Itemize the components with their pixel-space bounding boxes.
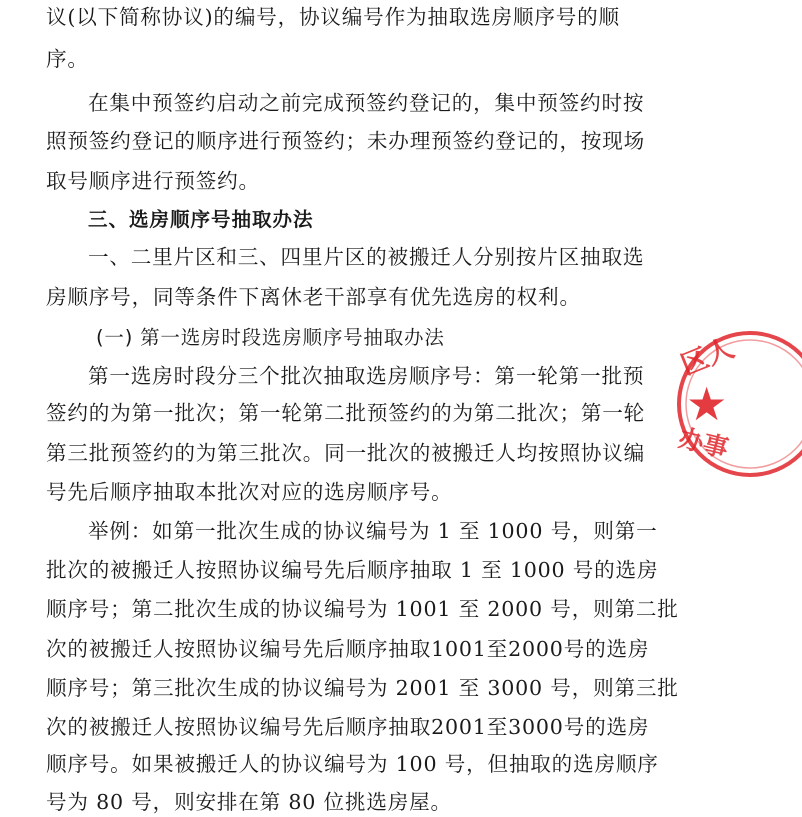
section-heading: 三、选房顺序号抽取办法 [88,208,314,231]
paragraph-start-line: 在集中预签约启动之前完成预签约登记的，集中预签约时按 [88,91,645,115]
text-line-20: 顺序号。如果被搬迁人的协议编号为 100 号，但抽取的选房顺序 [46,752,659,776]
text-line-15: 批次的被搬迁人按照协议编号先后顺序抽取 1 至 1000 号的选房 [46,558,659,582]
text-line-8: 房顺序号，同等条件下离休老干部享有优先选房的权利。 [46,285,581,309]
official-seal-stamp [672,322,802,487]
paragraph-start-line: 一、二里片区和三、四里片区的被搬迁人分别按片区抽取选 [88,245,645,269]
text-line-16: 顺序号；第二批次生成的协议编号为 1001 至 2000 号，则第二批 [46,597,679,621]
text-line-21: 号为 80 号，则安排在第 80 位挑选房屋。 [46,790,452,814]
paragraph-start-line: 举例：如第一批次生成的协议编号为 1 至 1000 号，则第一 [88,519,658,543]
text-line-11: 签约的为第一批次；第一轮第二批预签约的为第二批次；第一轮 [46,401,646,425]
text-line-12: 第三批预签约的为第三批次。同一批次的被搬迁人均按照协议编 [46,441,646,465]
text-line-13: 号先后顺序抽取本批次对应的选房顺序号。 [46,480,453,504]
paragraph-start-line: 第一选房时段分三个批次抽取选房顺序号：第一轮第一批预 [88,364,645,388]
text-line-18: 顺序号；第三批次生成的协议编号为 2001 至 3000 号，则第三批 [46,676,679,700]
seal-star-icon: ★ [686,377,728,431]
seal-text-bottom: 办事 [675,423,732,464]
text-line-4: 照预签约登记的顺序进行预签约；未办理预签约登记的，按现场 [46,129,646,153]
seal-text-top: 区人 [676,332,739,382]
subsection-heading: (一) 第一选房时段选房顺序号抽取办法 [96,326,445,349]
text-line-2: 序。 [46,47,89,71]
text-line-17: 次的被搬迁人按照协议编号先后顺序抽取1001至2000号的选房 [46,637,650,661]
text-line-5: 取号顺序进行预签约。 [46,169,260,193]
text-line-1: 议(以下简称协议)的编号，协议编号作为抽取选房顺序号的顺 [46,5,620,29]
text-line-19: 次的被搬迁人按照协议编号先后顺序抽取2001至3000号的选房 [46,715,650,739]
